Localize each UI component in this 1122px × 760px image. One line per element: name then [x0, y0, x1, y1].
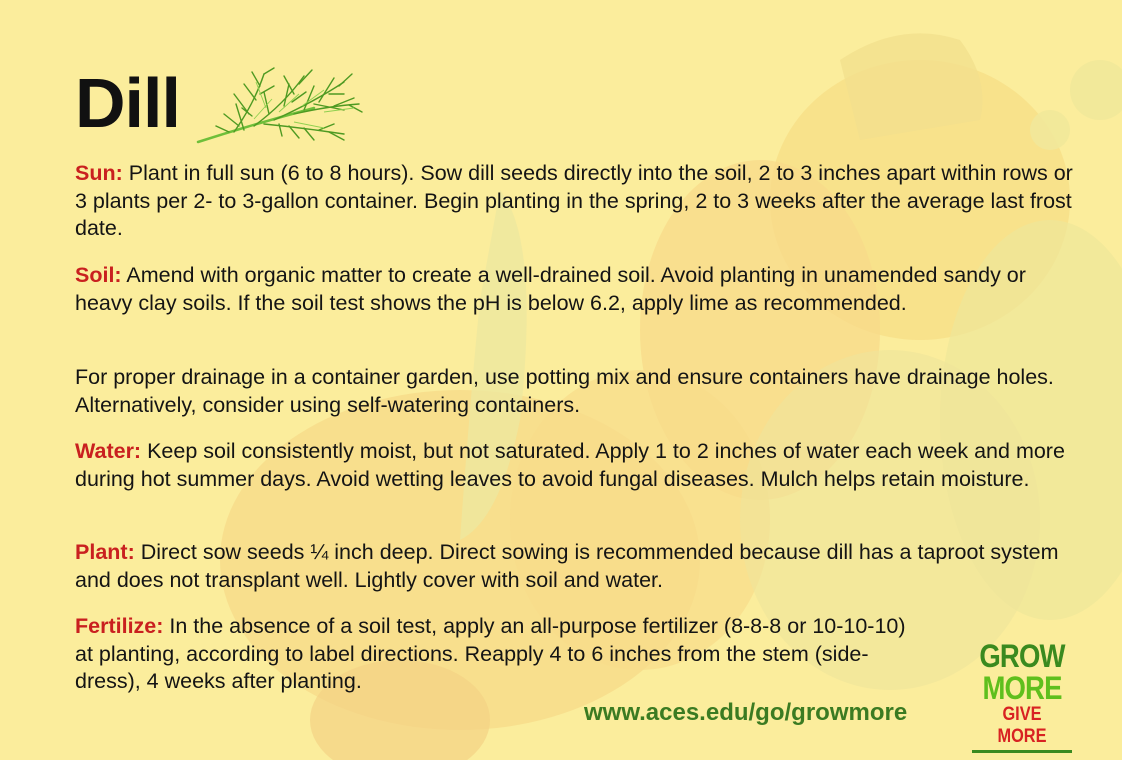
dill-sprig-icon: [194, 64, 364, 146]
fertilize-section: [75, 613, 925, 696]
drainage-section: [75, 364, 1075, 419]
title-row: [75, 60, 364, 146]
sun-label: Sun:: [75, 161, 123, 185]
soil-section: [75, 262, 1075, 317]
page-title: Dill: [75, 64, 180, 142]
plant-section: [75, 539, 1075, 594]
drainage-text: For proper drainage in a container garden, use potting mix and ensure containers have drainage holes. Alternatively, consider using self-watering containers.: [75, 365, 1054, 417]
sun-section: [75, 160, 1075, 243]
water-text: Keep soil consistently moist, but not saturated. Apply 1 to 2 inches of water each week and more during hot summer days. Avoid wetting leaves to avoid fungal diseases. Mulch helps retain moisture.: [75, 439, 1065, 491]
soil-text: Amend with organic matter to create a well-drained soil. Avoid planting in unamended sandy or heavy clay soils. If the soil test shows the pH is below 6.2, apply lime as recommended.: [75, 263, 1026, 315]
sun-text: Plant in full sun (6 to 8 hours). Sow dill seeds directly into the soil, 2 to 3 inches apart within rows or 3 plants per 2- to 3-gallon container. Begin planting in the spring, 2 to 3 weeks after the average last frost date.: [75, 161, 1073, 240]
logo-line-give-more: GIVE MORE: [997, 704, 1047, 747]
soil-label: Soil:: [75, 263, 122, 287]
grow-more-logo: [972, 640, 1072, 753]
plant-text: Direct sow seeds ¼ inch deep. Direct sowing is recommended because dill has a taproot system and does not transplant well. Lightly cover with soil and water.: [75, 540, 1059, 592]
water-label: Water:: [75, 439, 142, 463]
logo-underline: [972, 750, 1072, 753]
water-section: [75, 438, 1075, 493]
fertilize-text: In the absence of a soil test, apply an all-purpose fertilizer (8-8-8 or 10-10-10) at planting, according to label directions. Reapply 4 to 6 inches from the stem (side-dress), 4 weeks after planting.: [75, 614, 906, 693]
logo-line-more: MORE: [982, 670, 1062, 706]
fertilize-label: Fertilize:: [75, 614, 164, 638]
website-link[interactable]: www.aces.edu/go/growmore: [584, 699, 908, 726]
plant-label: Plant:: [75, 540, 135, 564]
logo-line-grow: GROW: [979, 638, 1065, 674]
